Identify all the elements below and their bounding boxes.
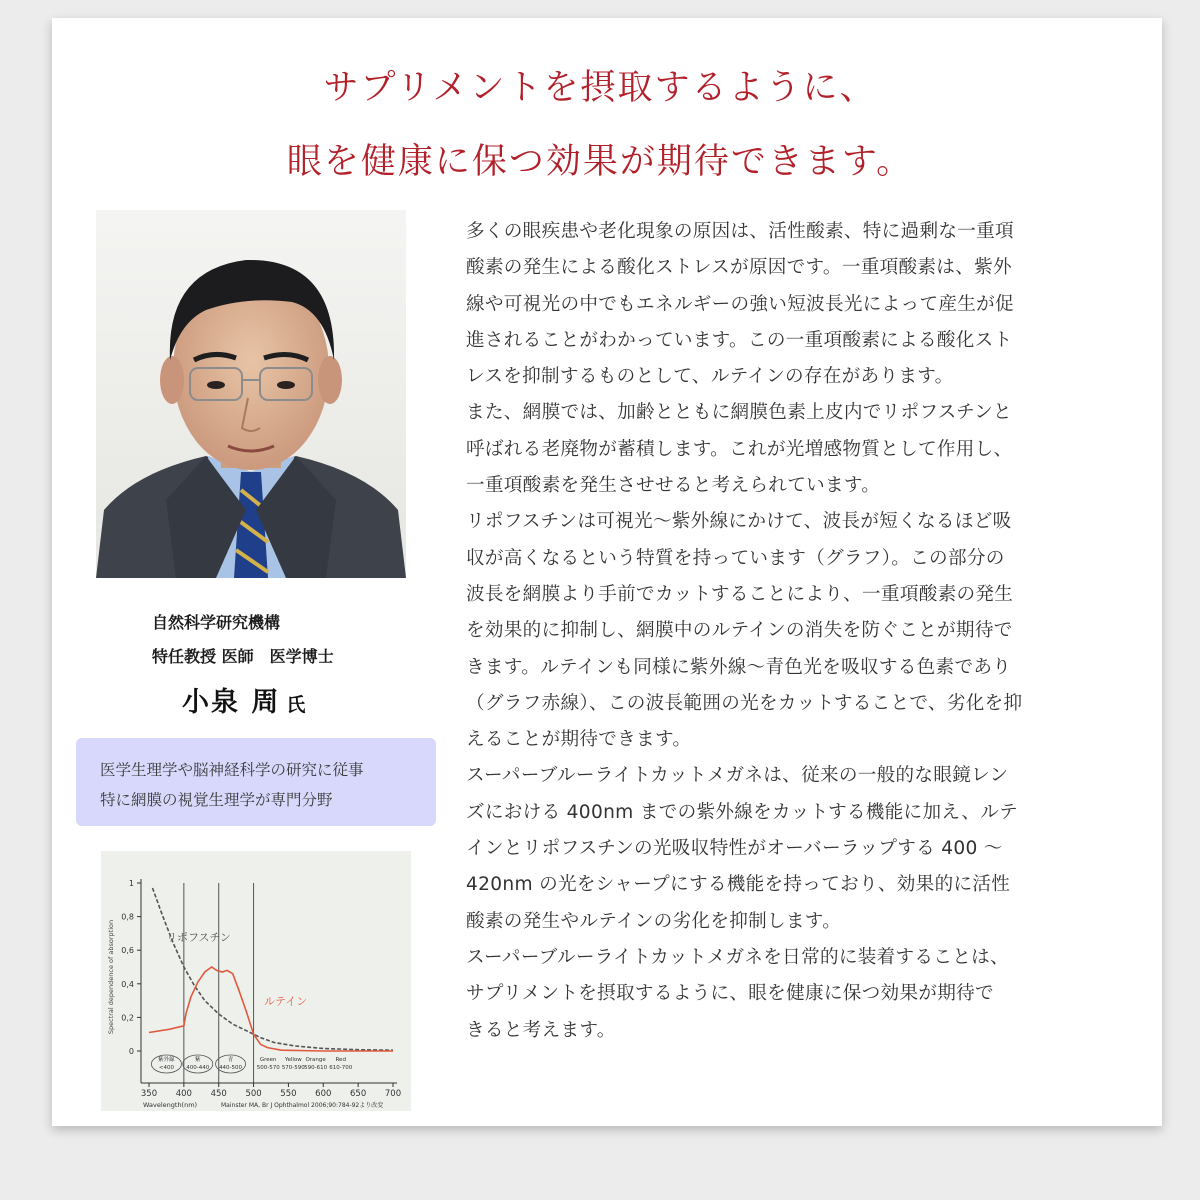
y-tick-label: 1 xyxy=(128,879,134,888)
organization-label: 自然科学研究機構 xyxy=(152,613,281,632)
body-line: ズにおける 400nm までの紫外線をカットする機能に加え、ルテ xyxy=(466,801,1019,823)
body-line: きます。ルテインも同様に紫外線～青色光を吸収する色素であり xyxy=(466,656,1012,678)
band-name-label: Yellow xyxy=(284,1057,302,1063)
chart-svg xyxy=(101,851,411,1111)
body-line: きると考えます。 xyxy=(466,1019,616,1041)
field-line: 医学生理学や脳神経科学の研究に従事 xyxy=(100,761,364,779)
y-tick-label: 0,2 xyxy=(121,1013,134,1023)
body-line: （グラフ赤線）、この波長範囲の光をカットすることで、劣化を抑 xyxy=(466,692,1023,714)
band-name-label: Green xyxy=(259,1057,277,1063)
body-text xyxy=(466,214,1126,1049)
x-tick-label: 350 xyxy=(140,1089,158,1099)
y-tick-label: 0 xyxy=(128,1047,134,1056)
body-line: リポフスチンは可視光～紫外線にかけて、波長が短くなるほど吸 xyxy=(466,511,1012,533)
citation-label: Mainster MA, Br J Ophthalmol 2006;90:784-92より改変 xyxy=(221,1102,384,1109)
x-tick-label: 550 xyxy=(280,1089,297,1099)
body-line: 進されることがわかっています。この一重項酸素による酸化スト xyxy=(466,329,1013,351)
band-name-label: Orange xyxy=(305,1057,326,1063)
field-line: 特に網膜の視覚生理学が専門分野 xyxy=(100,791,333,809)
doctor-portrait-photo xyxy=(96,210,406,578)
person-name: 小泉 周 xyxy=(182,687,281,718)
band-name-label: 青 xyxy=(227,1057,234,1063)
x-tick-label: 650 xyxy=(350,1089,367,1099)
body-line: 酸素の発生による酸化ストレスが原因です。一重項酸素は、紫外 xyxy=(466,257,1012,279)
band-name-label: Red xyxy=(335,1057,346,1063)
body-line: 線や可視光の中でもエネルギーの強い短波長光によって産生が促 xyxy=(466,293,1014,315)
body-line: インとリポフスチンの光吸収特性がオーバーラップする 400 ～ xyxy=(466,838,1003,860)
band-range-label: 400-440 xyxy=(186,1065,210,1071)
body-line: 波長を網膜より手前でカットすることにより、一重項酸素の発生 xyxy=(466,583,1014,605)
body-line: スーパーブルーライトカットメガネを日常的に装着することは、 xyxy=(466,946,1009,968)
band-range-label: <400 xyxy=(158,1065,174,1071)
absorption-spectrum-chart xyxy=(101,851,411,1111)
research-field-box xyxy=(76,738,436,826)
body-line: スーパーブルーライトカットメガネは、従来の一般的な眼鏡レン xyxy=(466,765,1009,787)
body-line: を効果的に抑制し、網膜中のルテインの消失を防ぐことが期待で xyxy=(466,620,1013,642)
body-line: 収が高くなるという特質を持っています（グラフ）。この部分の xyxy=(466,547,1005,569)
band-range-label: 610-700 xyxy=(329,1065,353,1071)
series-label-lipofuscin: リポフスチン xyxy=(166,931,231,944)
y-tick-label: 0,8 xyxy=(121,912,134,922)
band-name-label: 紫 xyxy=(195,1057,201,1063)
band-name-label: 紫外線 xyxy=(158,1057,175,1063)
band-range-label: 440-500 xyxy=(219,1065,243,1071)
x-tick-label: 700 xyxy=(384,1089,402,1099)
y-tick-label: 0,4 xyxy=(121,979,134,989)
band-range-label: 500-570 xyxy=(256,1065,280,1071)
headline-line-1: サプリメントを摂取するように、 xyxy=(323,68,877,108)
body-line: サプリメントを摂取するように、眼を健康に保つ効果が期待で xyxy=(466,983,994,1005)
x-axis-label: Wavelength(nm) xyxy=(143,1101,198,1109)
headline-line-2: 眼を健康に保つ効果が期待できます。 xyxy=(286,142,914,182)
body-line: また、網膜では、加齢とともに網膜色素上皮内でリポフスチンと xyxy=(466,402,1012,424)
chart-background xyxy=(101,851,411,1111)
band-range-label: 570-590 xyxy=(281,1065,305,1071)
series-label-lutein: ルテイン xyxy=(264,995,308,1008)
body-line: 420nm の光をシャープにする機能を持っており、効果的に活性 xyxy=(466,874,1011,896)
body-line: 多くの眼疾患や老化現象の原因は、活性酸素、特に過剰な一重項 xyxy=(466,221,1014,242)
x-tick-label: 600 xyxy=(315,1089,332,1099)
x-tick-label: 400 xyxy=(175,1089,192,1099)
y-tick-label: 0,6 xyxy=(121,946,134,956)
body-line: えることが期待できます。 xyxy=(466,729,692,751)
position-title-label: 特任教授 医師 医学博士 xyxy=(152,647,334,666)
body-line: 呼ばれる老廃物が蓄積します。これが光増感物質として作用し、 xyxy=(466,438,1013,460)
x-tick-label: 450 xyxy=(210,1089,227,1099)
body-line: 一重項酸素を発生させせると考えられています。 xyxy=(466,475,881,497)
person-name-block xyxy=(182,680,305,719)
body-line: 酸素の発生やルテインの劣化を抑制します。 xyxy=(466,910,842,932)
y-axis-label: Spectral dependence of absorption xyxy=(107,919,115,1035)
band-range-label: 590-610 xyxy=(304,1065,328,1071)
x-tick-label: 500 xyxy=(245,1089,262,1099)
honorific: 氏 xyxy=(286,694,306,716)
body-line: レスを抑制するものとして、ルテインの存在があります。 xyxy=(466,366,954,388)
